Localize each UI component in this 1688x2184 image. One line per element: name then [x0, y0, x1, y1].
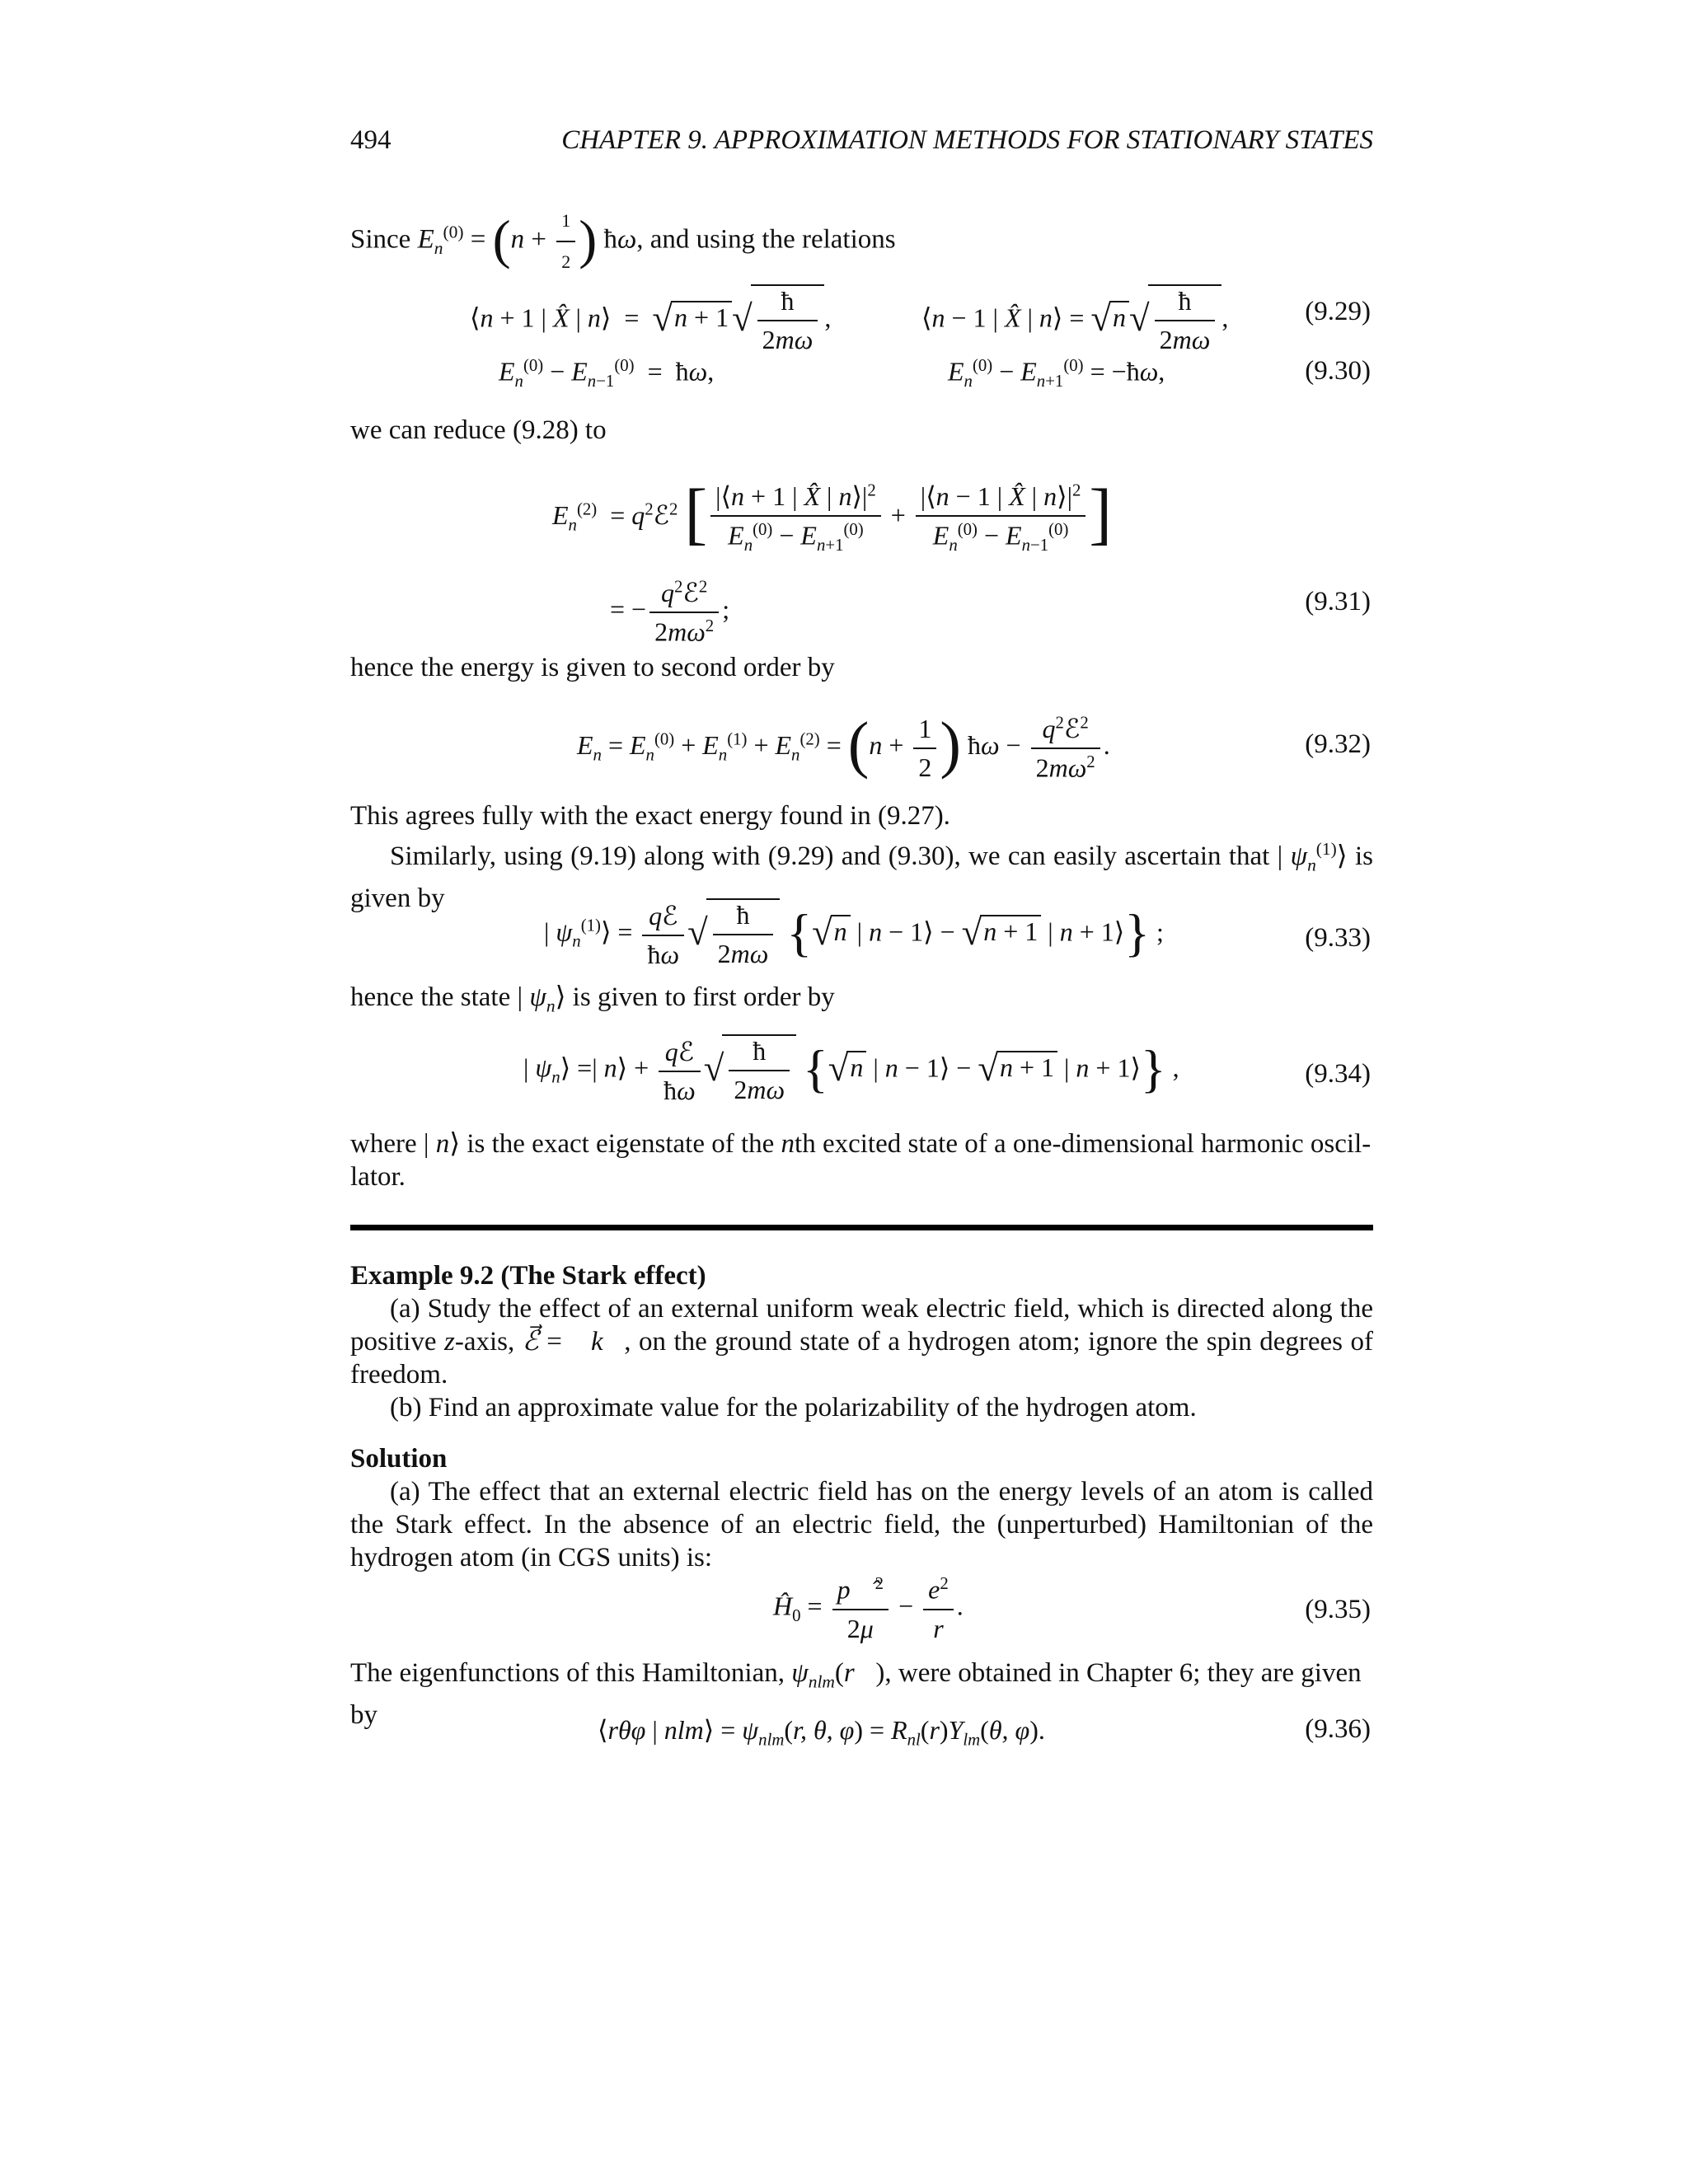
paragraph-where: where | n⟩ is the exact eigenstate of the nth excited state of a one-dimensional harmonic oscil- lator. — [350, 1129, 1372, 1192]
paragraph-reduce: we can reduce (9.28) to — [350, 415, 607, 445]
paragraph-hence-energy: hence the energy is given to second order by — [350, 653, 835, 682]
equation-9-34: | $\psi_n⟩$ =| n⟩ + $\frac{\text{qℰ}}{ħ\omega}$ √ $\frac{ħ}{2m\omega}$ {√n | n − 1⟩ − √n + 1 | n + 1⟩} , — [523, 1036, 1179, 1105]
equation-number-9-33: (9.33) — [1305, 923, 1371, 953]
equation-number-9-32: (9.32) — [1305, 729, 1371, 759]
running-header: CHAPTER 9. APPROXIMATION METHODS FOR STATIONARY STATES — [561, 125, 1373, 155]
example-part-a: (a) Study the effect of an external uniform weak electric field, which is directed along the positive z-axis, ℰ⃗ = ℰk⃗, on the ground state of a hydrogen atom; ignore the spin degrees of freedom. — [350, 1294, 1373, 1390]
equation-number-9-34: (9.34) — [1305, 1059, 1371, 1089]
equation-9-32: $E_n = E_n^{(0)} + E_n^{(1)} + E_n^{(2)} = (n$ + $\frac{1}{2}$ ) ħω − $\frac{q^2ℰ^2}{2m\omega^2}$ . — [577, 710, 1110, 783]
example-title: Example 9.2 (The Stark effect) — [350, 1261, 706, 1291]
equation-9-36: ⟨rθφ | nlm⟩ = $\psi_{nlm}(r$, θ, $\varphi) = R_{nl}(r)Y_{lm}(\theta$, φ). — [598, 1715, 1045, 1750]
solution-part-a: (a) The effect that an external electric field has on the energy levels of an atom is called the Stark effect. In the absence of an electric field, the (unperturbed) Hamiltonian of the hydrogen atom (in CGS units) is: — [350, 1477, 1373, 1572]
solution-title: Solution — [350, 1444, 448, 1474]
equation-number-9-35: (9.35) — [1305, 1595, 1371, 1624]
paragraph-hence-state: hence the state | $\psi_n⟩$ is given to first order by — [350, 982, 835, 1016]
paragraph-eigenfunctions: The eigenfunctions of this Hamiltonian, $\psi_{nlm}(r⃗)$, were obtained in Chapter 6; they are given by — [350, 1658, 1362, 1730]
equation-9-31-line2: = − $\frac{q^2ℰ^2}{2m\omega^2}$ ; — [610, 577, 730, 647]
equation-9-35: $Ĥ_0$ = $\frac{p⃗̂ ^2}{2\mu}$ − $\frac{e^2}{r}$ . — [773, 1574, 964, 1643]
equation-number-9-30: (9.30) — [1305, 356, 1371, 386]
paragraph-agrees: This agrees fully with the exact energy found in (9.27). — [350, 801, 950, 831]
page-number: 494 — [350, 125, 392, 155]
equation-9-33: | $\psi_n^{(1)}⟩$ = $\frac{\text{qℰ}}{ħ\omega}$ √ $\frac{ħ}{2m\omega}$ {√n | n − 1⟩ − √n + 1 | n + 1⟩} ; — [544, 900, 1164, 969]
equation-9-30-right: $E_n^{(0)} - E_{n+1}^{(0)}$ = −ħω, — [948, 356, 1165, 391]
equation-9-29-right: ⟨n − 1 | X̂ | n⟩ = √n√ $\frac{ħ}{2m\omega}$ , — [921, 286, 1229, 354]
example-part-b: (b) Find an approximate value for the polarizability of the hydrogen atom. — [390, 1393, 1197, 1422]
section-divider — [350, 1225, 1373, 1230]
equation-number-9-31: (9.31) — [1305, 587, 1371, 616]
paragraph-since: Since $E_n^{(0)} = (n$ + $\frac{1}{2}$ ) ħω, and using the relations — [350, 204, 896, 279]
equation-number-9-29: (9.29) — [1305, 297, 1371, 326]
equation-9-29-left: ⟨n + 1 | X̂ | n⟩ = √n + 1√ $\frac{ħ}{2m\omega}$ , — [470, 286, 832, 354]
paragraph-similarly: Similarly, using (9.19) along with (9.29) and (9.30), we can easily ascertain that | $\psi_n^{(1)}⟩$ is given by — [350, 839, 1374, 913]
equation-9-30-left: $E_n^{(0)} - E_{n-1}^{(0)}$ = ħω, — [499, 356, 715, 391]
equation-number-9-36: (9.36) — [1305, 1714, 1371, 1744]
equation-9-31-line1: $E_n^{(2)}$ = $q^2ℰ^2$ [ $\frac{|⟨n + 1 | X̂ | n⟩|^2}{E_n^{(0)} - E_{n+1}^{(0)}}$ + $\frac{|⟨n - 1 | X̂ | n⟩|^2}{E_n^{(0)} - E_{n-1}^{(0)}}$ ] — [552, 476, 1113, 555]
